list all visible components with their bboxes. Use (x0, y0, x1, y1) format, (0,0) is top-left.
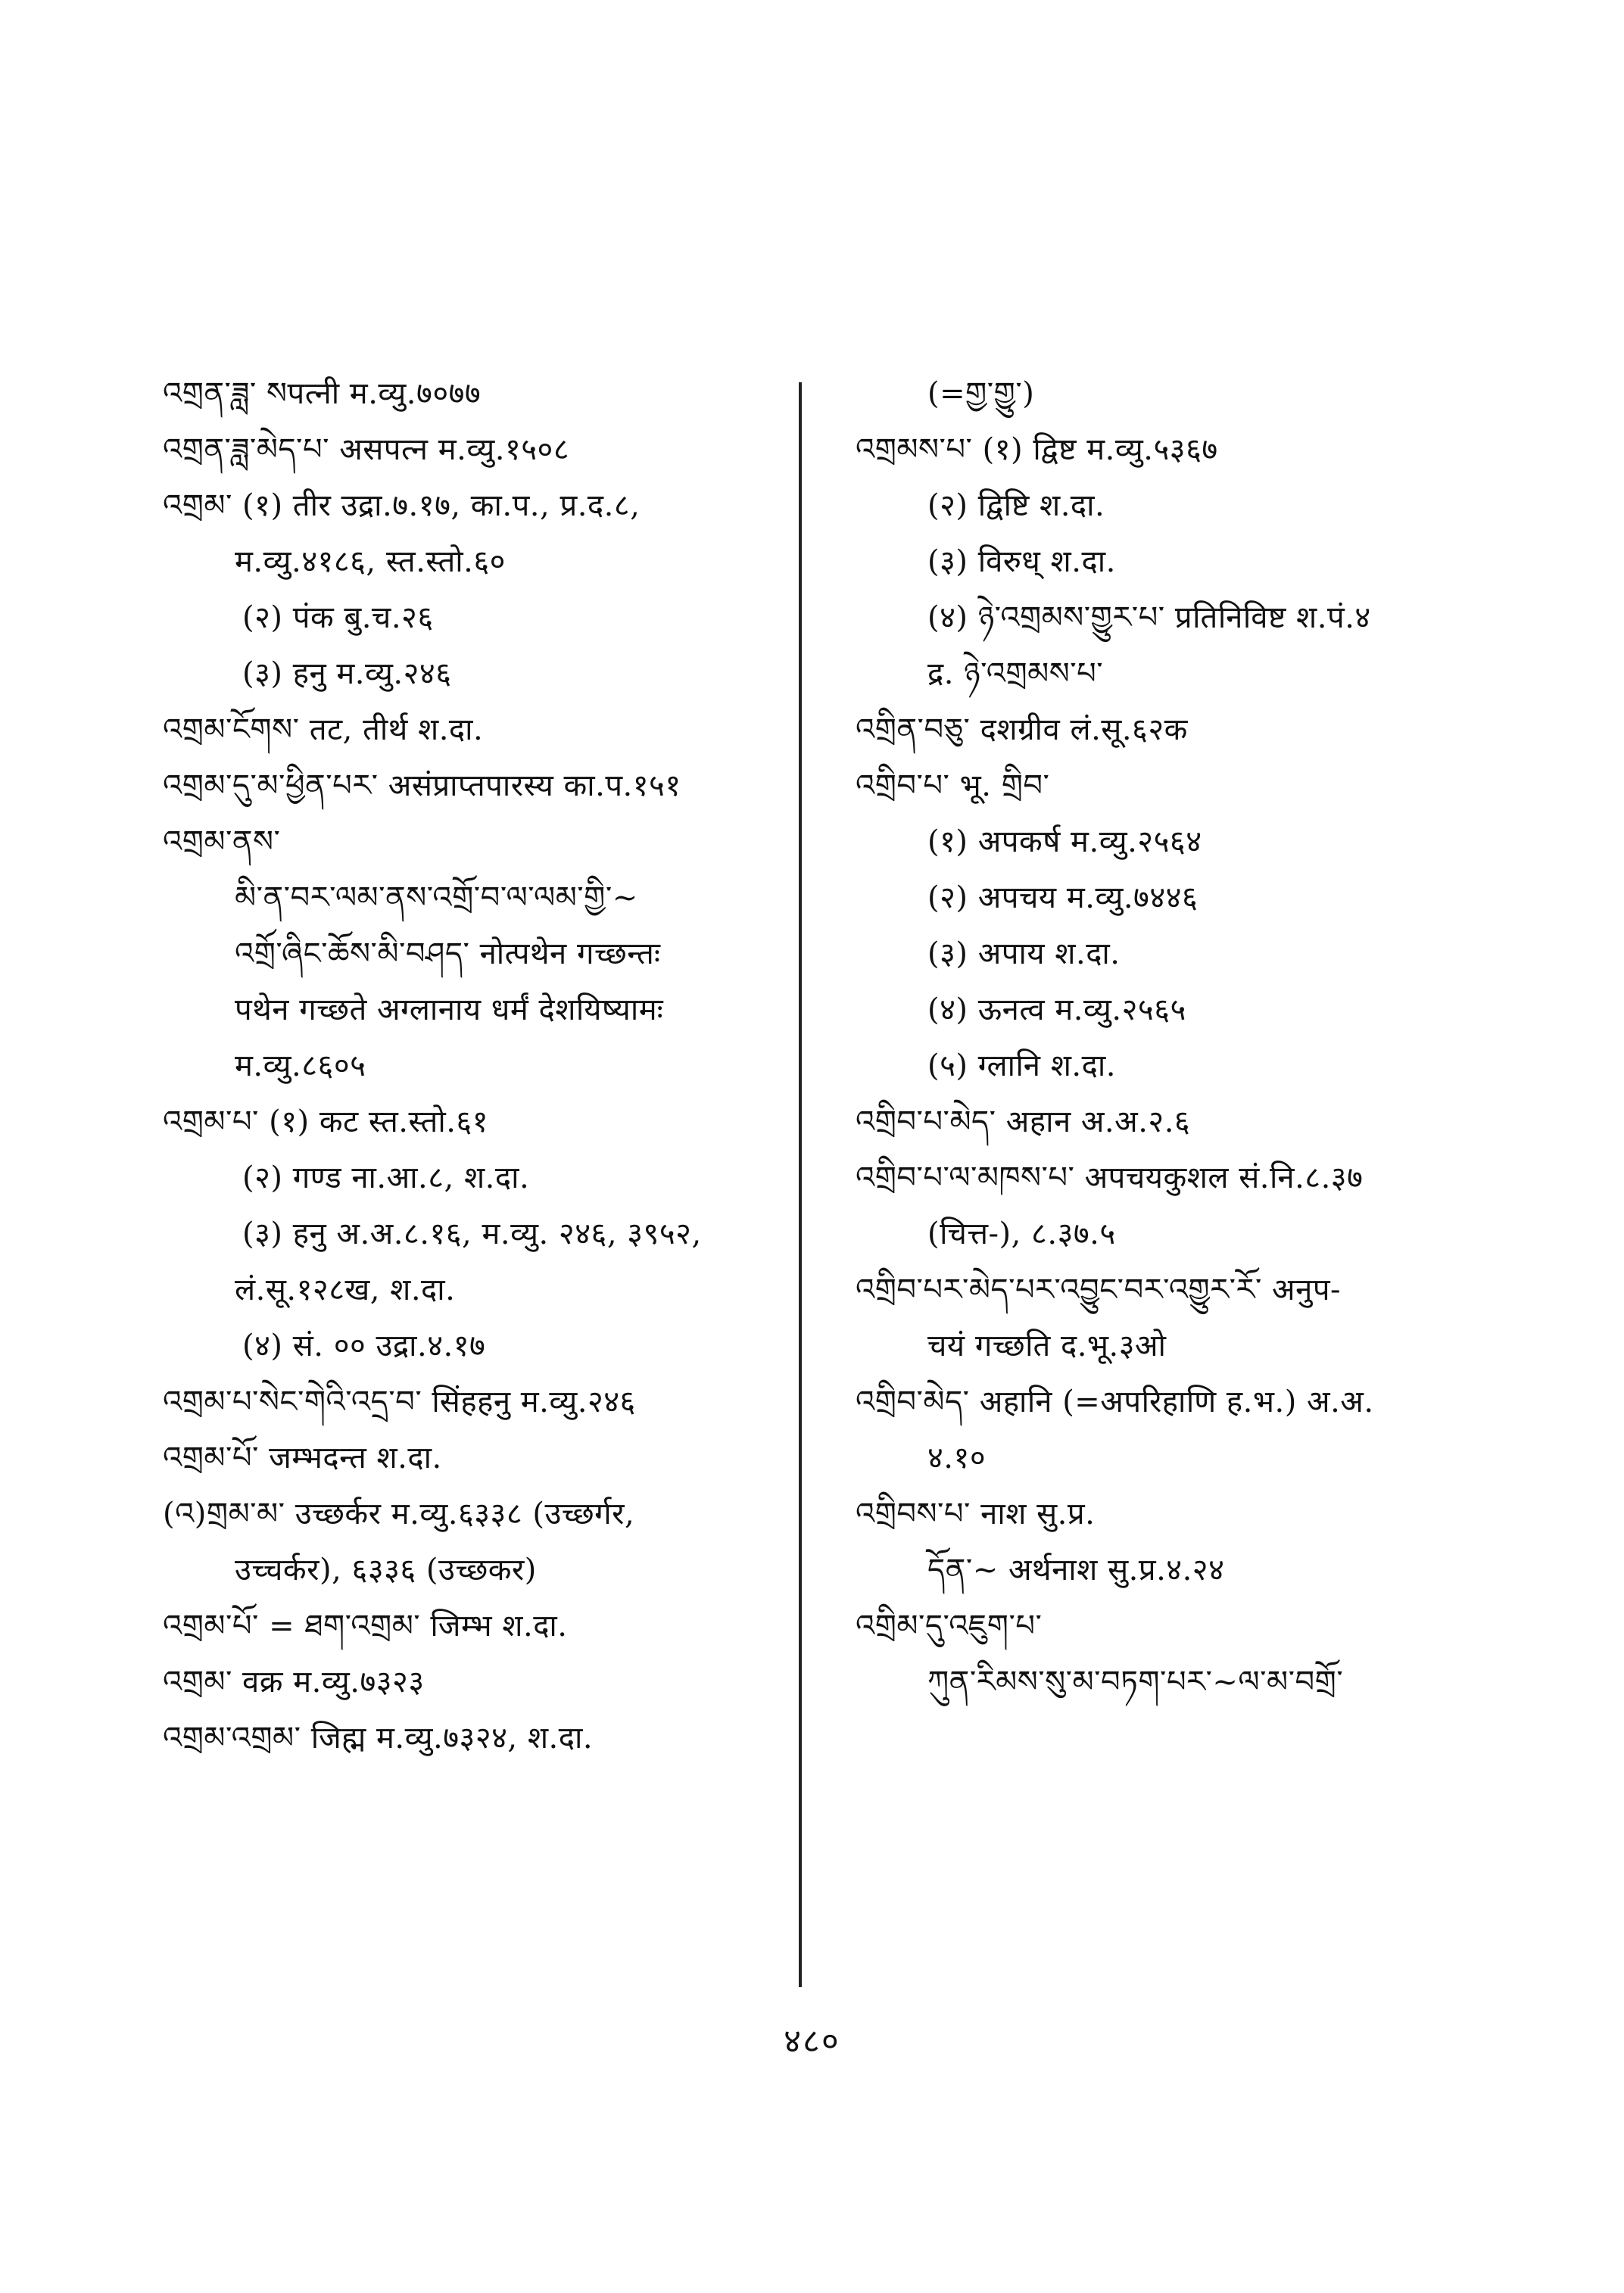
dictionary-entry-line: འགྲིབ་པ་མེད་ अहान अ.अ.२.६ (856, 1104, 1191, 1139)
line-gap (163, 521, 814, 547)
line-gap (163, 1641, 814, 1667)
dictionary-subentry-line: (३) हनु अ.अ.८.१६, म.व्यु. २४६, ३९५२, (242, 1217, 702, 1251)
line-gap (163, 1585, 814, 1611)
dictionary-entry-line: འགྲམ་པ་སེང་གེའི་འདྲ་བ་ सिंहहनु म.व्यु.२४६ (163, 1385, 636, 1419)
dictionary-subentry-line: (५) ग्लानि श.दा. (927, 1048, 1116, 1083)
line-gap (856, 465, 1454, 491)
line-gap (856, 1249, 1454, 1275)
column-divider (799, 382, 802, 1987)
dictionary-subentry-line: (=གྱ་གྱུ་) (927, 376, 1035, 411)
dictionary-subentry-line: म.व्यु.४१८६, स्त.स्तो.६० (235, 544, 506, 579)
line-gap (163, 1417, 814, 1443)
line-gap (163, 745, 814, 771)
line-gap (856, 409, 1454, 435)
line-gap (856, 745, 1454, 771)
line-gap (856, 913, 1454, 939)
dictionary-entry-line: འགྲམ་པ་ (१) कट स्त.स्तो.६१ (163, 1104, 489, 1139)
dictionary-subentry-line: (४) सं. ०० उद्रा.४.१७ (242, 1329, 486, 1363)
line-gap (163, 1697, 814, 1723)
line-gap (856, 1193, 1454, 1219)
line-gap (856, 577, 1454, 603)
dictionary-subentry-line: उच्चर्कर), ६३३६ (उच्छकर) (235, 1553, 537, 1587)
line-gap (163, 1361, 814, 1387)
line-gap (856, 1641, 1454, 1667)
line-gap (856, 1529, 1454, 1555)
dictionary-entry-line: འགྲིབ་པ་ भू. གྲིབ་ (856, 768, 1050, 803)
line-gap (856, 633, 1454, 659)
line-gap (856, 1137, 1454, 1163)
line-gap (856, 689, 1454, 715)
line-gap (163, 1025, 814, 1051)
dictionary-subentry-line: (२) पंक बु.च.२६ (242, 600, 434, 635)
line-gap (856, 1305, 1454, 1331)
line-gap (163, 1193, 814, 1219)
line-gap (163, 913, 814, 939)
dictionary-subentry-line: द्र. ཉེ་འགྲམས་པ་ (927, 656, 1104, 691)
dictionary-entry-line: འགྲིབ་པ་ལ་མཁས་པ་ अपचयकुशल सं.नि.८.३७ (856, 1161, 1364, 1195)
line-gap (163, 409, 814, 435)
dictionary-subentry-line: पथेन गच्छते अग्लानाय धर्मं देशयिष्यामः (235, 992, 664, 1027)
line-gap (856, 1081, 1454, 1107)
dictionary-subentry-line: (४) ཉེ་འགྲམས་གྱུར་པ་ प्रतिनिविष्ट श.पं.४ (927, 600, 1371, 635)
dictionary-subentry-line: མི་ན་བར་ལམ་ནས་འགྲོ་བ་ལ་ལམ་གྱི་~ (235, 880, 638, 915)
line-gap (856, 801, 1454, 827)
line-gap (163, 1137, 814, 1163)
dictionary-entry-line: འགྲིམ་དུ་འཇུག་པ་ (856, 1609, 1043, 1643)
dictionary-subentry-line: चयं गच्छति द.भू.३ओ (927, 1329, 1167, 1363)
line-gap (163, 633, 814, 659)
dictionary-entry-line: (འ)གྲམ་མ་ उच्छर्कर म.व्यु.६३३८ (उच्छर्गर, (163, 1497, 635, 1531)
dictionary-entry-line: འགྲམ་ངོགས་ तट, तीर्थ श.दा. (163, 712, 484, 747)
dictionary-subentry-line: (३) हनु म.व्यु.२४६ (242, 656, 452, 691)
dictionary-entry-line: འགྲམས་པ་ (१) द्विष्ट म.व्यु.५३६७ (856, 432, 1218, 467)
dictionary-subentry-line: (३) विरुध् श.दा. (927, 544, 1116, 579)
dictionary-subentry-line: (चित्त-), ८.३७.५ (927, 1217, 1116, 1251)
line-gap (163, 1305, 814, 1331)
dictionary-subentry-line: (२) द्विष्टि श.दा. (927, 488, 1105, 523)
page-number: ४८० (784, 2022, 840, 2061)
line-gap (856, 1585, 1454, 1611)
dictionary-entry-line: འགྲམ་པོ་ = ཐག་འགྲམ་ जिम्भ श.दा. (163, 1609, 568, 1643)
dictionary-entry-line: འགྲམ་པོ་ जम्भदन्त श.दा. (163, 1441, 442, 1475)
line-gap (163, 969, 814, 995)
dictionary-subentry-line: (३) अपाय श.दा. (927, 936, 1121, 971)
line-gap (163, 577, 814, 603)
left-column (163, 376, 814, 1756)
dictionary-entry-line: འགྲན་ཟླ་ སपत्नी म.व्यु.७०७७ (163, 376, 482, 411)
line-gap (163, 1529, 814, 1555)
dictionary-subentry-line: ཀུན་རིམས་སུ་མ་བཏག་པར་~ལ་མ་བགྲོ་ (927, 1665, 1344, 1699)
dictionary-subentry-line: लं.सू.१२८ख, श.दा. (235, 1273, 456, 1307)
dictionary-entry-line: འགྲིབ་པར་མེད་པར་འབྱུང་བར་འགྱུར་རོ་ अनुप- (856, 1273, 1342, 1307)
line-gap (856, 1025, 1454, 1051)
dictionary-subentry-line: ४.१० (927, 1441, 987, 1475)
dictionary-subentry-line: म.व्यु.८६०५ (235, 1048, 366, 1083)
dictionary-entry-line: འགྲིབ་མེད་ अहानि (=अपरिहाणि ह.भ.) अ.अ. (856, 1385, 1374, 1419)
dictionary-entry-line: འགྲིན་བཅུ་ दशग्रीव लं.सू.६२क (856, 712, 1188, 747)
line-gap (856, 969, 1454, 995)
line-gap (163, 465, 814, 491)
line-gap (163, 689, 814, 715)
line-gap (163, 1473, 814, 1499)
dictionary-subentry-line: (२) गण्ड ना.आ.८, श.दा. (242, 1161, 530, 1195)
line-gap (856, 1361, 1454, 1387)
dictionary-entry-line: འགྲམ་འགྲམ་ जिह्म म.व्यु.७३२४, श.दा. (163, 1721, 594, 1756)
dictionary-entry-line: འགྲམ་ནས་ (163, 824, 281, 859)
dictionary-subentry-line: དོན་~ अर्थनाश सु.प्र.४.२४ (927, 1553, 1225, 1587)
line-gap (163, 1249, 814, 1275)
line-gap (856, 857, 1454, 883)
line-gap (856, 1473, 1454, 1499)
dictionary-subentry-line: (४) ऊनत्व म.व्यु.२५६५ (927, 992, 1186, 1027)
dictionary-entry-line: འགྲིབས་པ་ नाश सु.प्र. (856, 1497, 1096, 1531)
dictionary-entry-line: འགྲམ་ (१) तीर उद्रा.७.१७, का.प., प्र.द.८, (163, 488, 641, 523)
line-gap (856, 521, 1454, 547)
right-column (856, 376, 1454, 1699)
dictionary-subentry-line: འགྲོ་ཞིང་ཆོས་མི་བཤད་ नोत्पथेन गच्छन्तः (235, 936, 661, 971)
dictionary-entry-line: འགྲམ་ वक्र म.व्यु.७३२३ (163, 1665, 425, 1699)
line-gap (163, 857, 814, 883)
dictionary-subentry-line: (२) अपचय म.व्यु.७४४६ (927, 880, 1199, 915)
dictionary-entry-line: འགྲན་ཟླ་མེད་པ་ असपत्न म.व्यु.१५०८ (163, 432, 570, 467)
dictionary-subentry-line: (१) अपकर्ष म.व्यु.२५६४ (927, 824, 1202, 859)
dictionary-entry-line: འགྲམ་དུ་མ་ཕྱིན་པར་ असंप्राप्तपारस्य का.प.१५१ (163, 768, 681, 803)
line-gap (163, 1081, 814, 1107)
line-gap (163, 801, 814, 827)
line-gap (856, 1417, 1454, 1443)
